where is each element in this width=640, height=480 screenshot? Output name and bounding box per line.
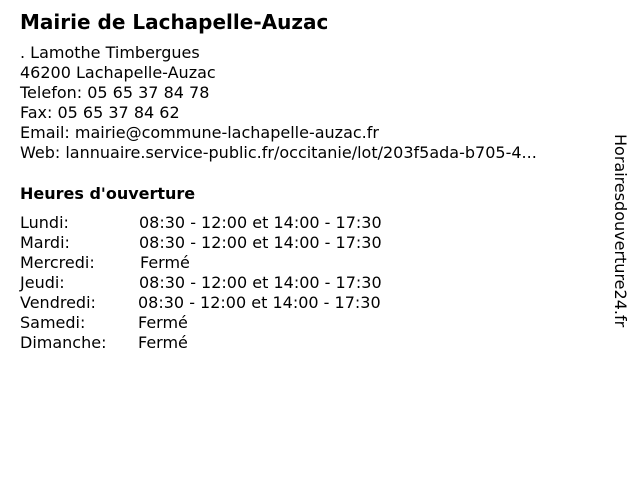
day-label: Jeudi: — [20, 273, 65, 292]
day-hours: 08:30 - 12:00 et 14:00 - 17:30 — [139, 273, 382, 292]
day-label: Dimanche: — [20, 333, 107, 352]
city-line: 46200 Lachapelle-Auzac — [20, 63, 216, 82]
day-hours: 08:30 - 12:00 et 14:00 - 17:30 — [139, 213, 382, 232]
page-title: Mairie de Lachapelle-Auzac — [20, 10, 329, 34]
phone-line: Telefon: 05 65 37 84 78 — [20, 83, 210, 102]
web-line: Web: lannuaire.service-public.fr/occitanie/lot/203f5ada-b705-4... — [20, 143, 537, 162]
day-hours: Fermé — [138, 313, 188, 332]
email-line: Email: mairie@commune-lachapelle-auzac.fr — [20, 123, 379, 142]
day-label: Vendredi: — [20, 293, 96, 312]
day-hours: Fermé — [140, 253, 190, 272]
day-label: Samedi: — [20, 313, 86, 332]
day-label: Mercredi: — [20, 253, 95, 272]
watermark — [609, 134, 631, 374]
hours-heading: Heures d'ouverture — [20, 184, 196, 203]
day-hours: Fermé — [138, 333, 188, 352]
day-label: Mardi: — [20, 233, 70, 252]
street-line: . Lamothe Timbergues — [20, 43, 200, 62]
day-label: Lundi: — [20, 213, 69, 232]
address-block — [20, 43, 537, 163]
fax-line: Fax: 05 65 37 84 62 — [20, 103, 180, 122]
day-hours: 08:30 - 12:00 et 14:00 - 17:30 — [139, 233, 382, 252]
day-hours: 08:30 - 12:00 et 14:00 - 17:30 — [138, 293, 381, 312]
watermark-text: Horairesdouverture24.fr — [611, 134, 630, 328]
